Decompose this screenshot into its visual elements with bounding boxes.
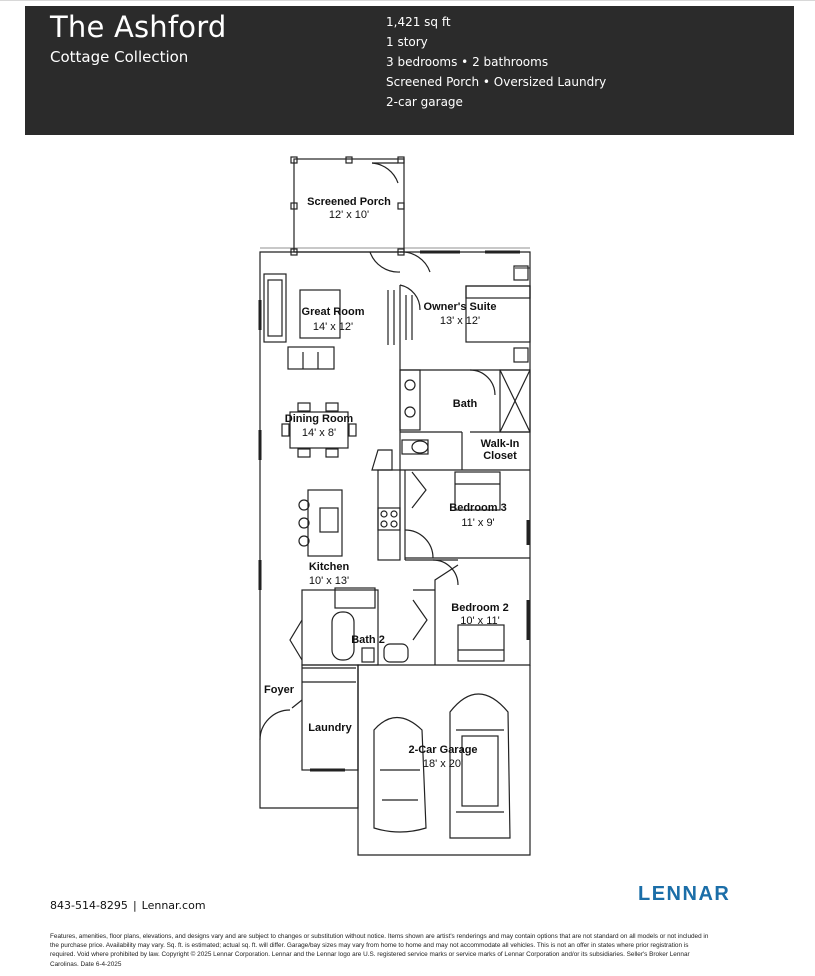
room-dim-owner: 13' x 12'	[439, 315, 481, 327]
room-label-laundry: Laundry	[308, 722, 352, 734]
spec-features: Screened Porch • Oversized Laundry	[386, 75, 607, 89]
house-outline	[260, 248, 530, 855]
room-dim-kitchen: 10' x 13'	[308, 575, 350, 587]
room-dim-dining: 14' x 8'	[301, 427, 337, 439]
room-dim-porch: 12' x 10'	[328, 209, 370, 221]
top-divider	[0, 0, 815, 1]
room-label-porch: Screened Porch	[307, 196, 391, 208]
porch-door	[370, 252, 400, 272]
bath-2-walls	[290, 588, 408, 665]
plan-specs	[386, 12, 606, 112]
room-dim-great: 14' x 12'	[312, 321, 354, 333]
room-dim-bedroom-3: 11' x 9'	[461, 517, 495, 529]
spec-square-feet: 1,421 sq ft	[386, 15, 451, 29]
website-link[interactable]: Lennar.com	[141, 899, 206, 912]
room-label-bedroom-3: Bedroom 3	[449, 502, 507, 514]
footer-contact	[50, 899, 206, 912]
room-label-kitchen: Kitchen	[308, 561, 350, 573]
room-label-bath: Bath	[452, 398, 478, 410]
room-label-dining: Dining Room	[284, 413, 354, 425]
spec-stories: 1 story	[386, 35, 428, 49]
room-label-closet-1: Walk-In	[480, 438, 520, 450]
phone-number[interactable]: 843-514-8295	[50, 899, 128, 912]
bedroom-3-walls	[405, 470, 530, 560]
collection-subtitle: Cottage Collection	[50, 48, 189, 66]
plan-title: The Ashford	[50, 10, 227, 44]
room-dim-garage: 18' x 20'	[422, 758, 464, 770]
room-label-bath-2: Bath 2	[351, 634, 385, 646]
room-label-foyer: Foyer	[264, 684, 294, 696]
floor-plan	[0, 140, 815, 870]
spec-garage: 2-car garage	[386, 95, 463, 109]
room-label-closet-2: Closet	[483, 450, 517, 462]
room-label-bedroom-2: Bedroom 2	[451, 602, 509, 614]
room-label-owner: Owner's Suite	[423, 301, 497, 313]
legal-disclaimer: Features, amenities, floor plans, elevations, and designs vary and are subject to changes or substitution without notice. Items shown are artist's renderings and may contain options that are not standard on all models or not included in the purchase price. Availability may vary. Sq. ft. is estimated; actual sq. ft. will differ. Garage/bay sizes may vary from home to home and may not accommodate all vehicles. This is not an offer in states where prior registration is required. Void where prohibited by law. Copyright © 2025 Lennar Corporation. Lennar and the Lennar logo are U.S. registered service marks or service marks of Lennar Corporation and/or its subsidiaries. Seller's Broker Lennar Carolinas. Date 6-4-2025	[50, 933, 709, 968]
foyer-laundry-walls	[260, 665, 358, 770]
lennar-logo: LENNAR	[638, 883, 731, 905]
room-label-garage: 2-Car Garage	[408, 744, 478, 756]
room-label-great: Great Room	[301, 306, 365, 318]
plan-header	[25, 6, 794, 135]
spec-bed-bath: 3 bedrooms • 2 bathrooms	[386, 55, 549, 69]
footer-separator: |	[132, 899, 137, 912]
room-dim-bedroom-2: 10' x 11'	[460, 615, 500, 627]
